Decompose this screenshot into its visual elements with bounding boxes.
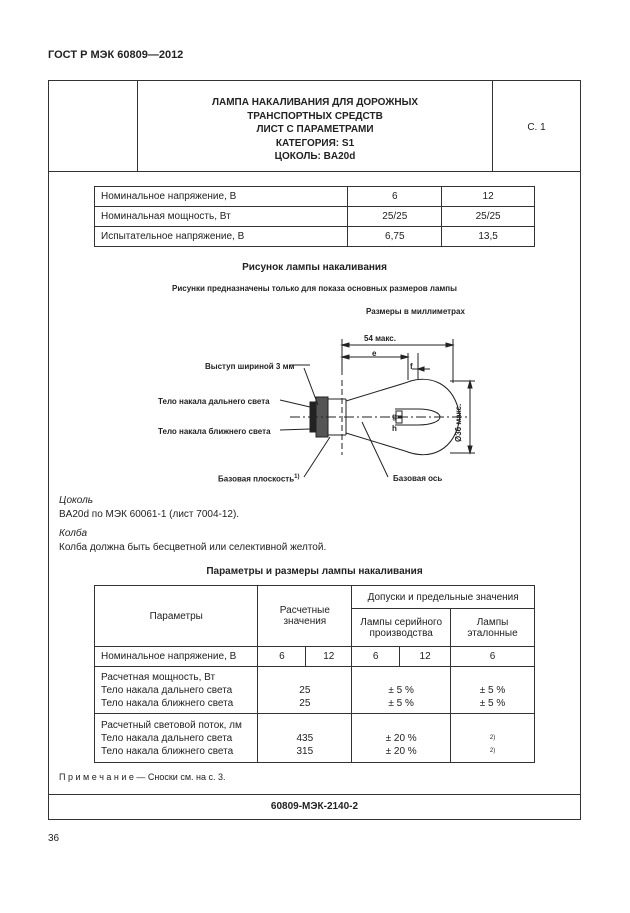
lamp-drawing bbox=[150, 325, 490, 495]
table-cell: Расчетный световой поток, лм Тело накала дальнего света Тело накала ближнего света bbox=[95, 714, 258, 763]
dim-e: e bbox=[372, 349, 377, 358]
table-cell: 25/25 bbox=[442, 207, 535, 227]
footer-code: 60809-МЭК-2140-2 bbox=[270, 801, 359, 812]
cap-heading: Цоколь bbox=[59, 495, 94, 506]
table-row bbox=[95, 714, 535, 763]
title-line: ЛИСТ С ПАРАМЕТРАМИ bbox=[256, 124, 374, 135]
figure-title: Рисунок лампы накаливания bbox=[242, 262, 387, 273]
table-header: Лампы эталонные bbox=[451, 609, 535, 647]
dim-g: g bbox=[392, 412, 397, 421]
figure-subtitle: Рисунки предназначены только для показа основных размеров лампы bbox=[172, 284, 457, 293]
table-row bbox=[95, 187, 535, 207]
table-cell: ± 5 % ± 5 % bbox=[451, 667, 535, 714]
footer-divider bbox=[48, 794, 581, 795]
params-table-title: Параметры и размеры лампы накаливания bbox=[206, 566, 423, 577]
table-cell: Расчетная мощность, Вт Тело накала дальнего света Тело накала ближнего света bbox=[95, 667, 258, 714]
table-cell: 13,5 bbox=[442, 227, 535, 247]
title-line: ЛАМПА НАКАЛИВАНИЯ ДЛЯ ДОРОЖНЫХ bbox=[211, 97, 419, 108]
title-line: ЦОКОЛЬ: BA20d bbox=[274, 151, 356, 162]
table-row bbox=[95, 586, 535, 609]
table-cell: 6 bbox=[258, 647, 306, 667]
table-cell: 12 bbox=[306, 647, 352, 667]
dim-f: f bbox=[410, 362, 413, 371]
table-cell: 6 bbox=[352, 647, 400, 667]
bulb-text: Колба должна быть бесцветной или селективной желтой. bbox=[59, 542, 327, 553]
cap-text: BA20d по МЭК 60061-1 (лист 7004-12). bbox=[59, 509, 240, 520]
ratings-table bbox=[94, 186, 535, 247]
table-row bbox=[95, 647, 535, 667]
table-cell: 25/25 bbox=[348, 207, 442, 227]
table-cell: 435 315 bbox=[258, 714, 352, 763]
label-protrusion: Выступ шириной 3 мм bbox=[205, 362, 295, 371]
page-number: 36 bbox=[48, 833, 60, 844]
table-row bbox=[95, 667, 535, 714]
table-header: Расчетные значения bbox=[258, 586, 352, 647]
label-reference-plane: Базовая плоскость$^{1)}$ bbox=[218, 474, 300, 484]
dim-diameter: Ø36 макс. bbox=[454, 403, 463, 442]
table-header: Допуски и предельные значения bbox=[352, 586, 535, 609]
table-cell: 6,75 bbox=[348, 227, 442, 247]
label-reference-axis: Базовая ось bbox=[393, 474, 443, 483]
label-far-filament: Тело накала дальнего света bbox=[158, 397, 270, 406]
table-cell: 25 25 bbox=[258, 667, 352, 714]
dim-h: h bbox=[392, 424, 397, 433]
table-cell: ± 5 % ± 5 % bbox=[352, 667, 451, 714]
sheet-number: С. 1 bbox=[527, 122, 546, 133]
title-line: КАТЕГОРИЯ: S1 bbox=[275, 137, 355, 149]
table-header: Лампы серийного производства bbox=[352, 609, 451, 647]
params-table bbox=[94, 585, 535, 763]
table-cell: Номинальное напряжение, В bbox=[95, 187, 348, 207]
table-cell: 2) 2) bbox=[451, 714, 535, 763]
document-id: ГОСТ Р МЭК 60809—2012 bbox=[48, 49, 184, 61]
note-text: П р и м е ч а н и е — Сноски см. на с. 3. bbox=[59, 772, 226, 782]
table-cell: Номинальная мощность, Вт bbox=[95, 207, 348, 227]
table-cell: 12 bbox=[442, 187, 535, 207]
table-cell: 12 bbox=[400, 647, 451, 667]
dims-note: Размеры в миллиметрах bbox=[366, 307, 465, 316]
title-line: ТРАНСПОРТНЫХ СРЕДСТВ bbox=[247, 110, 383, 122]
bulb-heading: Колба bbox=[59, 528, 88, 539]
table-cell: 6 bbox=[451, 647, 535, 667]
table-cell: ± 20 % ± 20 % bbox=[352, 714, 451, 763]
sheet-title bbox=[138, 96, 492, 164]
table-row bbox=[95, 227, 535, 247]
table-cell: Номинальное напряжение, В bbox=[95, 647, 258, 667]
table-row bbox=[95, 207, 535, 227]
table-cell: Испытательное напряжение, В bbox=[95, 227, 348, 247]
dim-54-max: 54 макс. bbox=[364, 334, 396, 343]
table-cell: 6 bbox=[348, 187, 442, 207]
label-near-filament: Тело накала ближнего света bbox=[158, 427, 271, 436]
table-header: Параметры bbox=[95, 586, 258, 647]
